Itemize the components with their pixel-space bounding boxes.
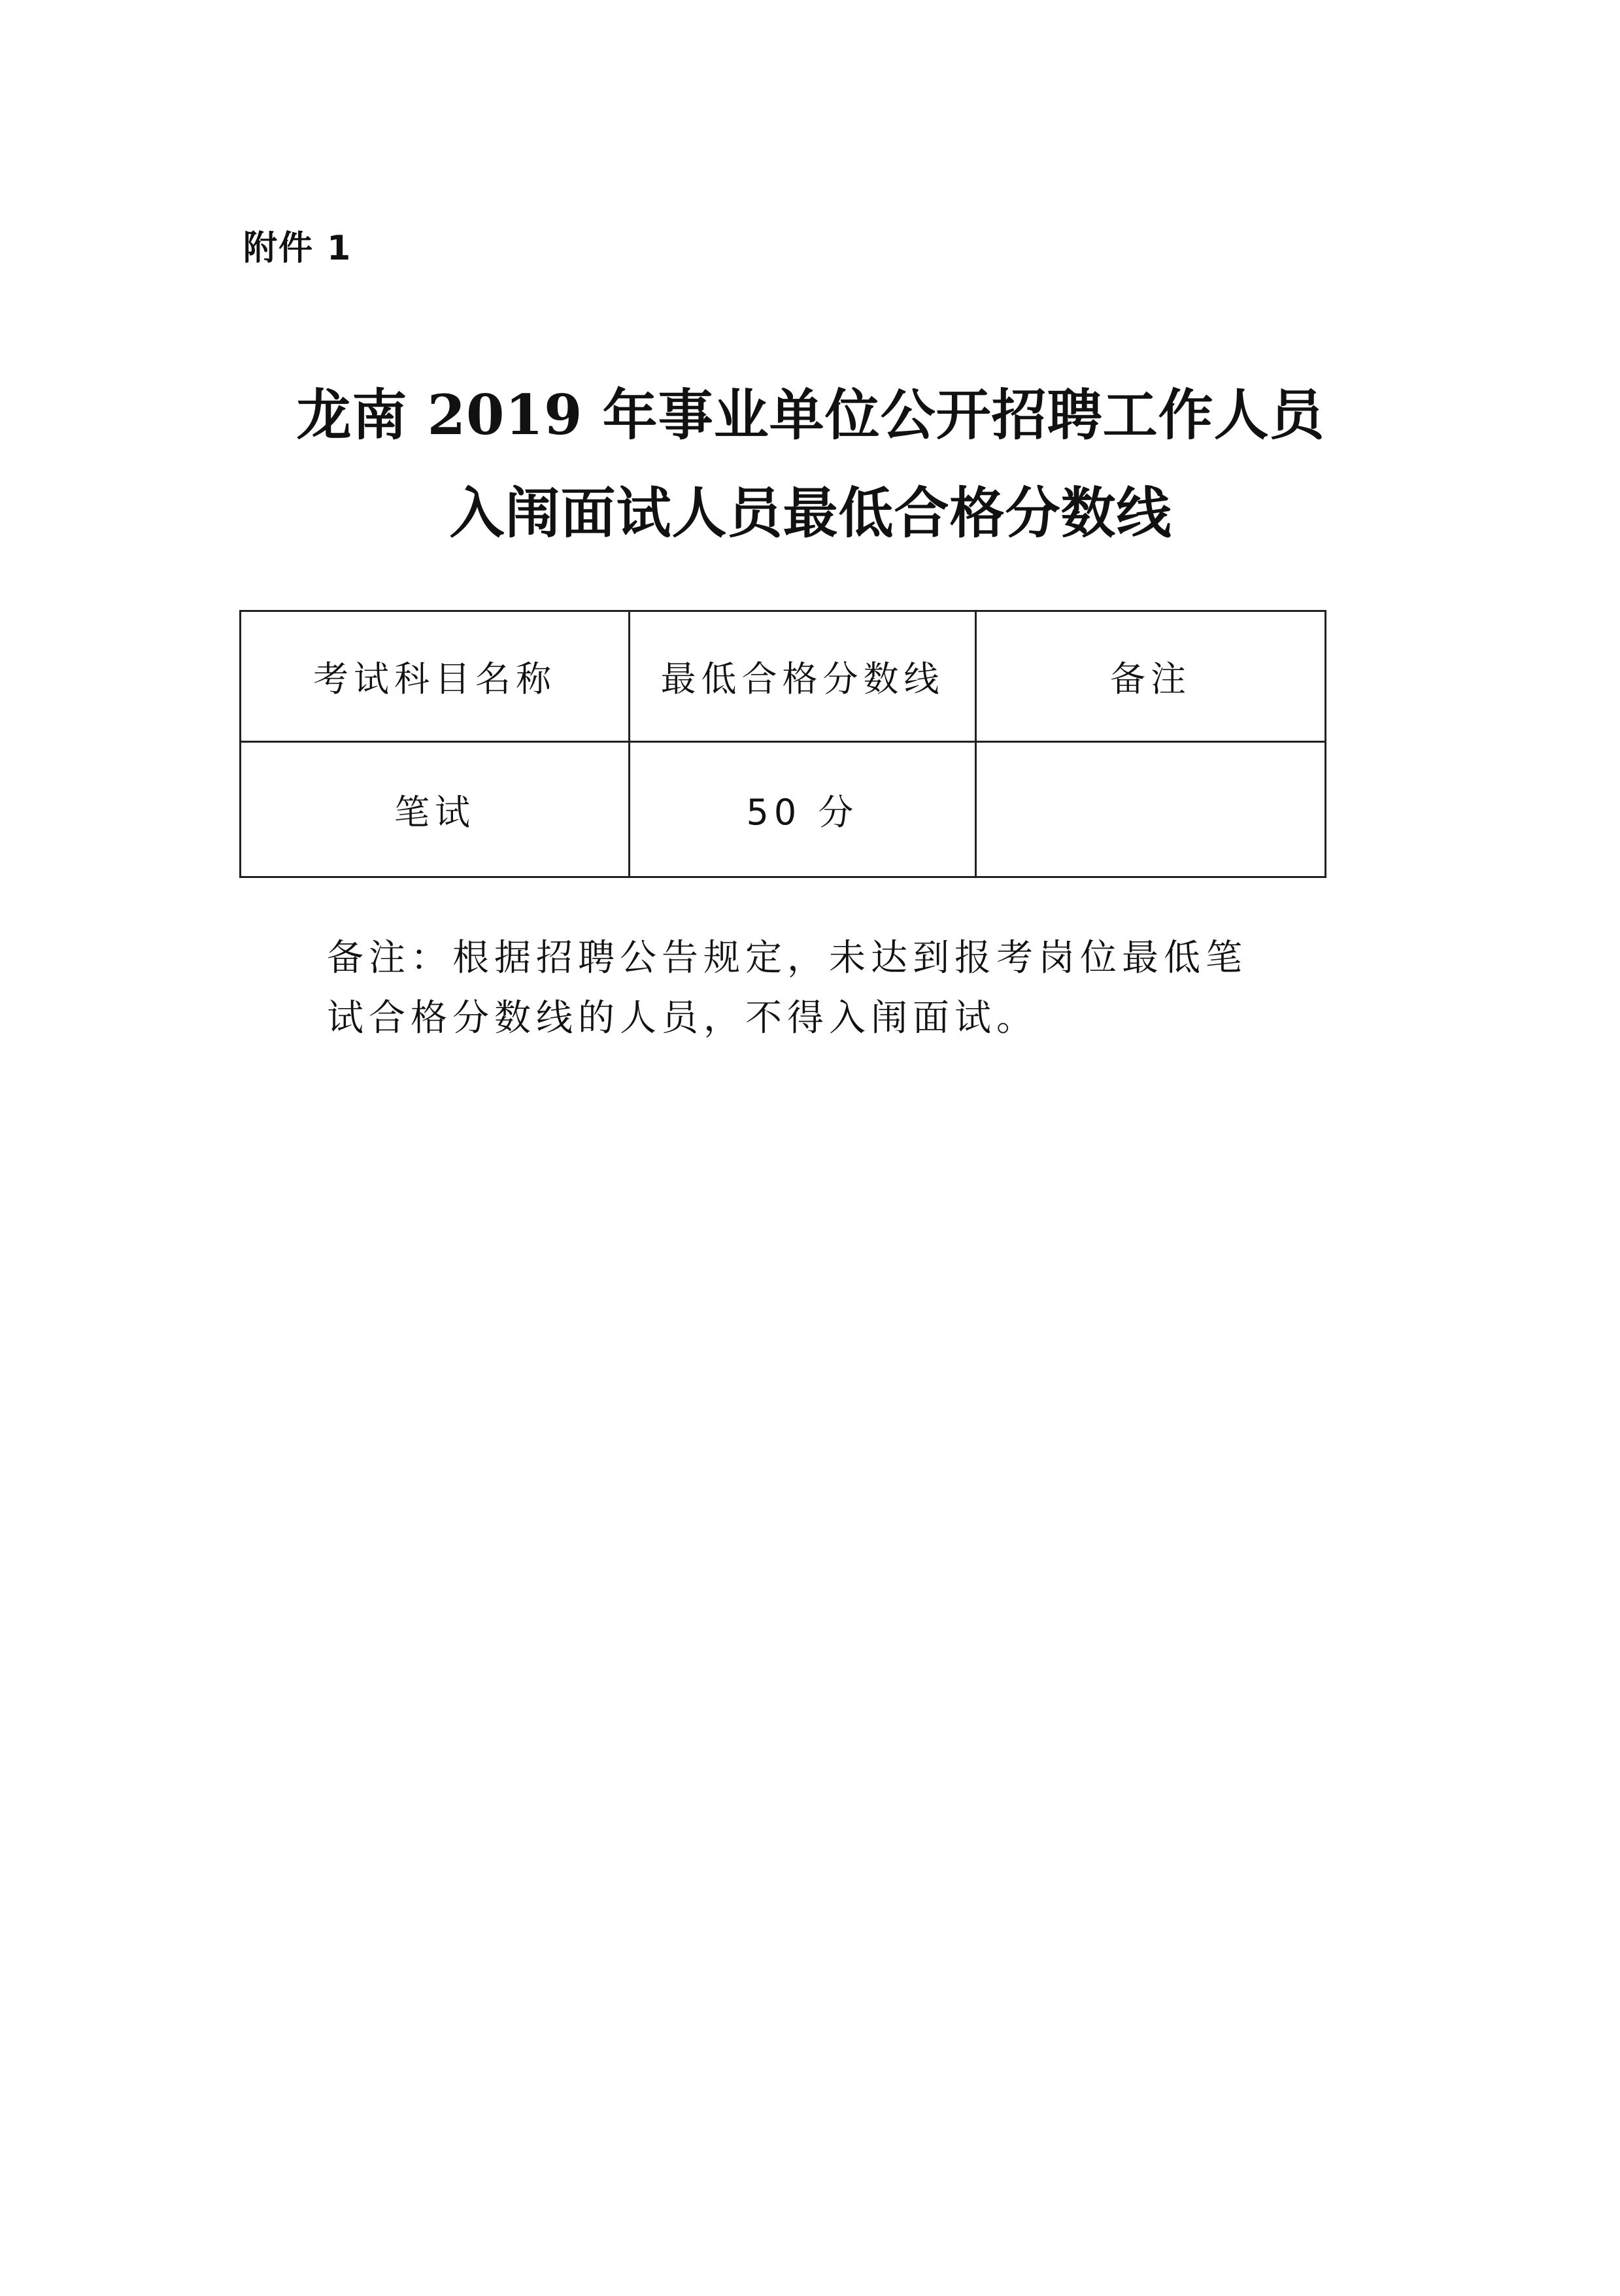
title-line-1: 龙南 2019 年事业单位公开招聘工作人员	[296, 382, 1325, 447]
table-header-row	[241, 611, 1326, 742]
header-remark: 备注	[976, 611, 1326, 742]
title-line-2: 入闱面试人员最低合格分数线	[449, 481, 1172, 545]
header-min-score: 最低合格分数线	[630, 611, 976, 742]
cell-exam-subject: 笔试	[241, 742, 630, 877]
note-line-2: 试合格分数线的人员，不得入闱面试。	[327, 997, 1038, 1039]
cell-remark	[976, 742, 1326, 877]
document-title	[196, 366, 1425, 562]
remark-note	[327, 928, 1308, 1049]
table-row	[241, 742, 1326, 877]
note-line-1: 备注：根据招聘公告规定，未达到报考岗位最低笔	[327, 937, 1247, 979]
cell-min-score: 50 分	[630, 742, 976, 877]
attachment-label: 附件 1	[243, 229, 352, 268]
score-table	[239, 610, 1326, 878]
header-exam-subject: 考试科目名称	[241, 611, 630, 742]
